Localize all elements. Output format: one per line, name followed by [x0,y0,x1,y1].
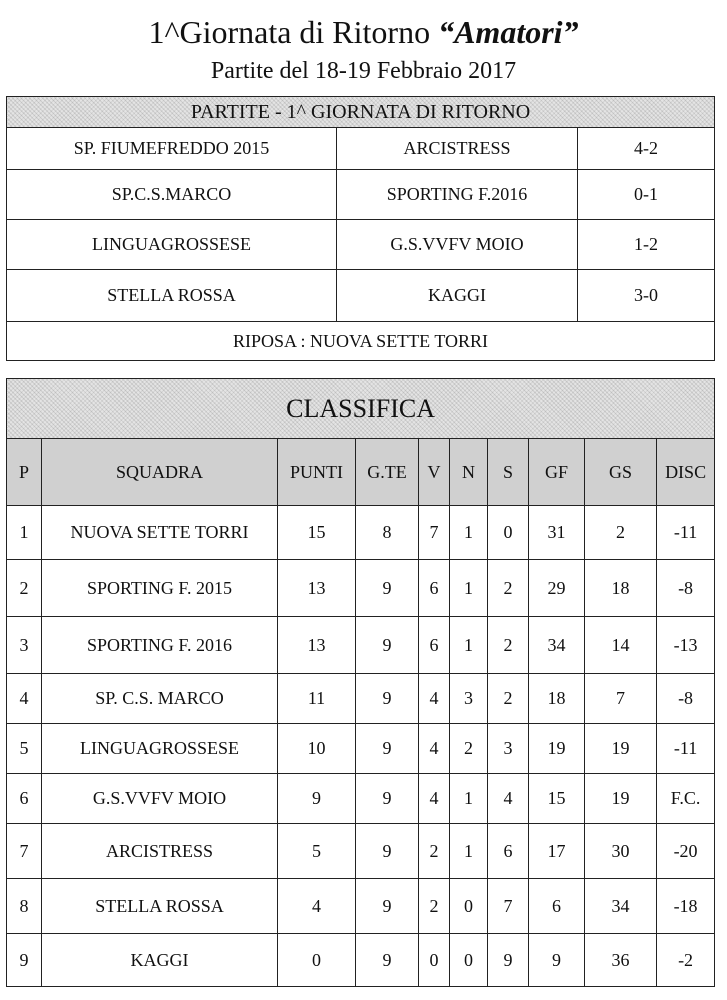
standings-cell-wins: 7 [419,506,450,560]
standings-cell-wins: 4 [419,724,450,774]
standings-table [6,378,715,987]
standings-cell-played: 9 [356,617,419,674]
standings-row [7,506,715,560]
standings-cell-position: 3 [7,617,42,674]
standings-cell-position: 6 [7,774,42,824]
col-header-wins: V [419,439,450,506]
standings-cell-position: 2 [7,560,42,617]
standings-cell-discipline: -8 [657,560,715,617]
col-header-draws: N [450,439,488,506]
col-header-losses: S [488,439,529,506]
standings-cell-discipline: -18 [657,879,715,934]
page-title [0,14,727,50]
standings-cell-played: 9 [356,560,419,617]
standings-cell-goals-for: 34 [529,617,585,674]
standings-cell-points: 10 [278,724,356,774]
standings-header-row [7,439,715,506]
standings-cell-played: 9 [356,934,419,987]
standings-cell-goals-for: 6 [529,879,585,934]
standings-cell-goals-against: 18 [585,560,657,617]
standings-cell-losses: 3 [488,724,529,774]
standings-row [7,774,715,824]
standings-cell-losses: 7 [488,879,529,934]
match-away-team: ARCISTRESS [337,128,578,170]
standings-cell-wins: 0 [419,934,450,987]
match-home-team: STELLA ROSSA [7,270,337,322]
standings-cell-goals-for: 29 [529,560,585,617]
standings-cell-played: 9 [356,724,419,774]
standings-cell-team: STELLA ROSSA [42,879,278,934]
matches-heading: PARTITE - 1^ GIORNATA DI RITORNO [7,97,715,128]
standings-cell-draws: 3 [450,674,488,724]
standings-cell-wins: 2 [419,824,450,879]
standings-cell-points: 9 [278,774,356,824]
standings-cell-draws: 1 [450,824,488,879]
standings-cell-discipline: -13 [657,617,715,674]
standings-row [7,617,715,674]
match-home-team: SP.C.S.MARCO [7,170,337,220]
standings-cell-played: 9 [356,824,419,879]
standings-cell-losses: 9 [488,934,529,987]
standings-cell-discipline: -11 [657,506,715,560]
title-text: 1^Giornata di Ritorno [148,14,439,50]
standings-cell-goals-against: 2 [585,506,657,560]
standings-cell-draws: 1 [450,506,488,560]
standings-cell-losses: 4 [488,774,529,824]
match-home-team: LINGUAGROSSESE [7,220,337,270]
standings-cell-position: 8 [7,879,42,934]
standings-cell-goals-for: 9 [529,934,585,987]
standings-cell-position: 4 [7,674,42,724]
page-subtitle: Partite del 18-19 Febbraio 2017 [210,58,517,84]
col-header-goals-against: GS [585,439,657,506]
standings-cell-wins: 6 [419,617,450,674]
standings-cell-discipline: -11 [657,724,715,774]
resting-team: RIPOSA : NUOVA SETTE TORRI [7,322,715,361]
standings-cell-goals-for: 31 [529,506,585,560]
standings-cell-position: 5 [7,724,42,774]
match-row [7,170,715,220]
standings-cell-position: 1 [7,506,42,560]
match-row [7,270,715,322]
standings-cell-losses: 0 [488,506,529,560]
standings-cell-draws: 1 [450,617,488,674]
standings-cell-losses: 2 [488,560,529,617]
standings-row [7,724,715,774]
standings-cell-team: SPORTING F. 2016 [42,617,278,674]
col-header-goals-for: GF [529,439,585,506]
standings-row [7,824,715,879]
standings-cell-goals-for: 19 [529,724,585,774]
standings-cell-team: KAGGI [42,934,278,987]
standings-row [7,674,715,724]
match-away-team: KAGGI [337,270,578,322]
match-row [7,128,715,170]
standings-cell-played: 9 [356,774,419,824]
match-away-team: G.S.VVFV MOIO [337,220,578,270]
standings-cell-goals-against: 30 [585,824,657,879]
col-header-discipline: DISC [657,439,715,506]
col-header-team: SQUADRA [42,439,278,506]
standings-cell-team: SPORTING F. 2015 [42,560,278,617]
standings-cell-played: 8 [356,506,419,560]
standings-cell-position: 9 [7,934,42,987]
standings-cell-goals-against: 14 [585,617,657,674]
standings-cell-draws: 2 [450,724,488,774]
standings-cell-team: G.S.VVFV MOIO [42,774,278,824]
standings-cell-goals-against: 34 [585,879,657,934]
standings-cell-position: 7 [7,824,42,879]
standings-cell-draws: 0 [450,934,488,987]
standings-cell-wins: 4 [419,674,450,724]
match-away-team: SPORTING F.2016 [337,170,578,220]
matches-table [6,96,715,361]
standings-cell-wins: 2 [419,879,450,934]
standings-cell-points: 15 [278,506,356,560]
match-score: 4-2 [578,128,715,170]
standings-cell-goals-against: 19 [585,774,657,824]
match-row [7,220,715,270]
col-header-played: G.TE [356,439,419,506]
standings-cell-points: 11 [278,674,356,724]
standings-cell-team: NUOVA SETTE TORRI [42,506,278,560]
standings-cell-played: 9 [356,879,419,934]
standings-cell-team: LINGUAGROSSESE [42,724,278,774]
standings-cell-discipline: F.C. [657,774,715,824]
match-score: 1-2 [578,220,715,270]
standings-cell-goals-against: 36 [585,934,657,987]
standings-heading: CLASSIFICA [7,379,715,439]
standings-cell-draws: 0 [450,879,488,934]
standings-cell-goals-against: 7 [585,674,657,724]
standings-row [7,934,715,987]
standings-cell-played: 9 [356,674,419,724]
standings-cell-discipline: -2 [657,934,715,987]
standings-row [7,560,715,617]
standings-row [7,879,715,934]
standings-cell-losses: 6 [488,824,529,879]
match-score: 0-1 [578,170,715,220]
standings-cell-losses: 2 [488,674,529,724]
standings-cell-goals-against: 19 [585,724,657,774]
standings-cell-points: 13 [278,560,356,617]
standings-cell-losses: 2 [488,617,529,674]
standings-cell-points: 4 [278,879,356,934]
match-score: 3-0 [578,270,715,322]
col-header-points: PUNTI [278,439,356,506]
standings-cell-goals-for: 18 [529,674,585,724]
standings-cell-goals-for: 15 [529,774,585,824]
standings-cell-draws: 1 [450,560,488,617]
col-header-position: P [7,439,42,506]
standings-cell-points: 5 [278,824,356,879]
standings-cell-discipline: -8 [657,674,715,724]
standings-cell-team: SP. C.S. MARCO [42,674,278,724]
standings-cell-team: ARCISTRESS [42,824,278,879]
standings-cell-goals-for: 17 [529,824,585,879]
standings-cell-points: 13 [278,617,356,674]
standings-cell-draws: 1 [450,774,488,824]
match-home-team: SP. FIUMEFREDDO 2015 [7,128,337,170]
standings-cell-discipline: -20 [657,824,715,879]
standings-cell-wins: 6 [419,560,450,617]
standings-cell-wins: 4 [419,774,450,824]
standings-cell-points: 0 [278,934,356,987]
title-category: “Amatori” [438,14,579,50]
